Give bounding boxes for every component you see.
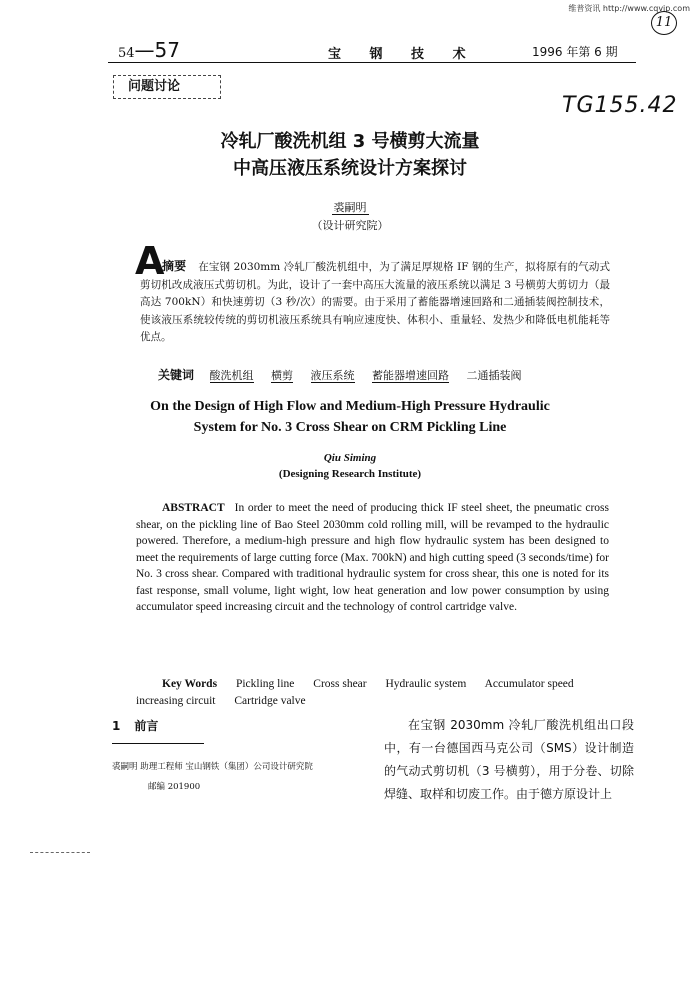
body-paragraph: 在宝钢 2030mm 冷轧厂酸洗机组出口段中，有一台德国西马克公司（SMS）设计制造的气动式剪切机（3 号横剪），用于分卷、切除焊缝、取样和切废工作。由于德方原设计上 (384, 718, 634, 801)
title-chinese (0, 128, 700, 182)
journal-name: 宝 钢 技 术 (328, 47, 478, 62)
watermark-text: 维普资讯 http://www.cqvip.com (568, 4, 690, 13)
section-number: 1 (112, 719, 121, 733)
title-english-line-1: On the Design of High Flow and Medium-High Pressure Hydraulic (150, 399, 550, 414)
keyword-cn: 酸洗机组 (209, 369, 254, 382)
header-rule (108, 62, 636, 63)
abstract-chinese (140, 258, 610, 347)
keyword-en: Cross shear (313, 678, 367, 690)
page-number: 54—57 (118, 38, 180, 62)
keywords-english (136, 676, 609, 710)
affiliation-chinese: （设计研究院） (311, 219, 389, 232)
keywords-english-label: Key Words (162, 678, 218, 690)
handwritten-mark: A (135, 239, 165, 283)
title-english-line-2: System for No. 3 Cross Shear on CRM Pickling Line (193, 420, 507, 435)
keyword-cn: 蓄能器增速回路 (372, 369, 450, 382)
page-number-handwritten: 57 (154, 38, 180, 62)
footnote-author-info: 裘嗣明 助理工程师 宝山钢铁（集团）公司设计研究院 (112, 762, 313, 772)
keywords-chinese (158, 366, 536, 383)
issue-label: 1996 年第 6 期 (532, 45, 618, 59)
title-chinese-line-1: 冷轧厂酸洗机组 3 号横剪大流量 (220, 131, 480, 152)
keyword-en: Hydraulic system (385, 678, 467, 690)
keyword-en: Accumulator speed increasing circuit (136, 678, 574, 707)
footnote-postcode: 邮编 201900 (148, 782, 201, 792)
page-number-prefix: 54 (118, 46, 135, 61)
section-tag: 问题讨论 (113, 75, 221, 99)
footnote-rule (112, 743, 204, 744)
classification-code: TG155.42 (562, 93, 678, 118)
abstract-english-text: In order to meet the need of producing thick IF steel sheet, the pneumatic cross shear, on the pickling line of Bao Steel 2030mm cold rolling mill, will be revamped to the hydraulic powered. Therefore, a medium-high pressure and high flow hydraulic system has been designed to meet the requirements of large cutting force (Max. 700kN) and high cutting speed (3 seconds/time) for No. 3 cross shear. Compared with traditional hydraulic system for cross shear, this one is noted for its fast response, small volume, light wight, low heat generation and low power consumption by using accumulator speed increasing circuit and the technology of control cartridge valve. (136, 502, 609, 613)
keywords-chinese-label: 关键词 (158, 368, 195, 382)
abstract-chinese-label: 摘要 (162, 259, 187, 273)
section-heading (112, 717, 158, 734)
abstract-chinese-text: 在宝钢 2030mm 冷轧厂酸洗机组中，为了满足厚规格 IF 钢的生产，拟将原有的气动式剪切机改成液压式剪切机。为此，设计了一套中高压大流量的液压系统以满足 3 号横剪大剪切力（最高达 700kN）和快速剪切（3 秒/次）的需要。由于采用了蓄能器增速回路和二通插装阀控制技术，使该液压系统较传统的剪切机液压系统具有响应速度快、体积小、重量轻、发热少和降低电机能耗等优点。 (140, 261, 610, 343)
keyword-en: Cartridge valve (234, 695, 306, 707)
footnote (112, 757, 313, 797)
section-title: 前言 (134, 719, 159, 733)
title-english (0, 396, 700, 438)
title-chinese-line-2: 中高压液压系统设计方案探讨 (233, 158, 467, 179)
keyword-cn: 二通插装阀 (466, 369, 522, 382)
keyword-en: Pickling line (235, 678, 295, 690)
keyword-cn: 横剪 (271, 369, 294, 382)
circled-page-number: 11 (651, 11, 677, 35)
scan-mark (30, 852, 90, 853)
keyword-cn: 液压系统 (310, 369, 355, 382)
abstract-english (136, 500, 609, 616)
author-english: Qiu Siming (323, 452, 377, 464)
author-chinese: 裘嗣明 (333, 201, 367, 214)
abstract-english-label: ABSTRACT (162, 502, 225, 514)
affiliation-english: (Designing Research Institute) (278, 468, 422, 480)
